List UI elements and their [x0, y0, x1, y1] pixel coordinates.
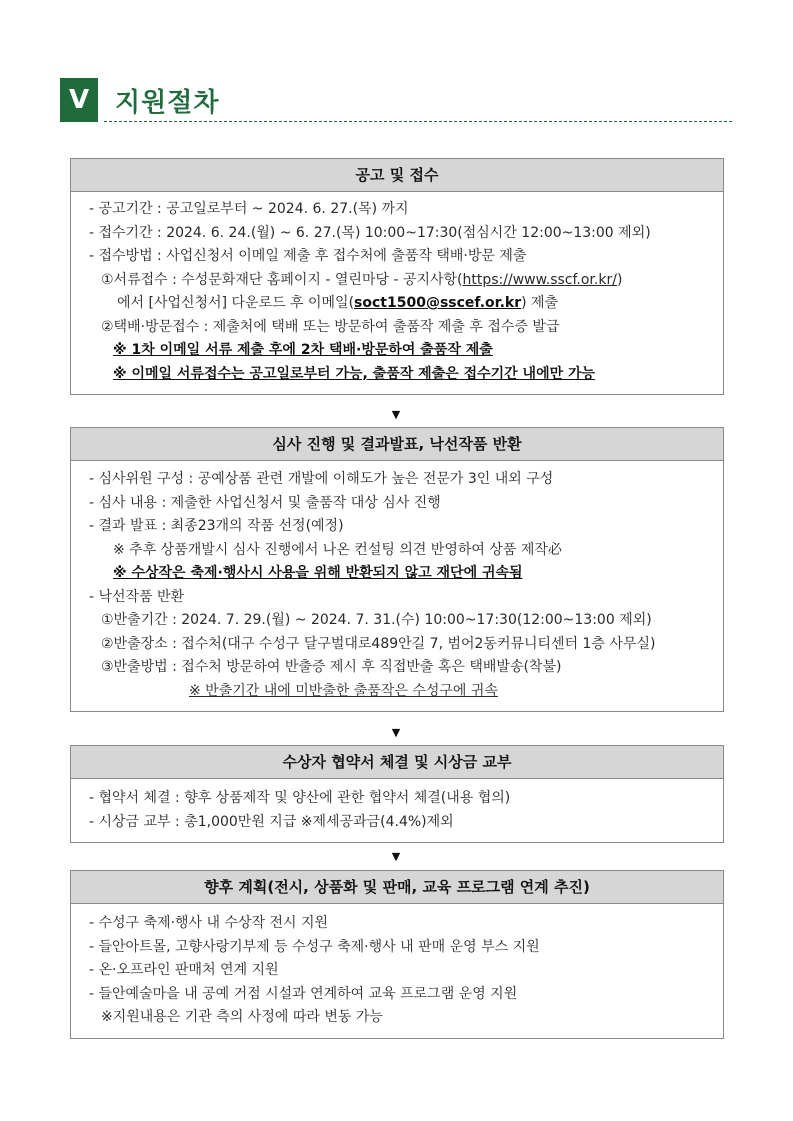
section-divider	[104, 121, 732, 122]
prize-payment: - 시상금 교부 : 총1,000만원 지급 ※제세공과금(4.4%)제외	[89, 813, 454, 830]
jury-composition: - 심사위원 구성 : 공예상품 관련 개발에 이해도가 높은 전문가 3인 내외 구성	[89, 471, 554, 487]
stage-announcement-receipt	[70, 158, 724, 395]
stage-title: 심사 진행 및 결과발표, 낙선작품 반환	[71, 428, 723, 461]
stage-body	[71, 192, 723, 394]
document-receipt	[89, 269, 705, 293]
agreement-signing: - 협약서 체결 : 향후 상품제작 및 양산에 관한 협약서 체결(내용 협의)	[89, 790, 511, 806]
section-number-badge: V	[60, 78, 98, 122]
return-note-text: ※ 반출기간 내에 미반출한 출품작은 수성구에 귀속	[189, 682, 498, 699]
return-method: ③반출방법 : 접수처 방문하여 반출증 제시 후 직접반출 혹은 택배발송(착불)	[101, 659, 562, 675]
plan-sales-booth: - 들안아트몰, 고향사랑기부제 등 수성구 축제·행사 내 판매 운영 부스 지원	[89, 938, 540, 955]
download-text: 에서 [사업신청서] 다운로드 후 이메일(	[117, 295, 355, 311]
announcement-period: - 공고기간 : 공고일로부터 ~ 2024. 6. 27.(목) 까지	[89, 201, 409, 217]
email-link[interactable]: soct1500@sscef.or.kr	[354, 295, 522, 311]
award-ownership-note	[89, 562, 705, 586]
plan-education: - 들안예술마을 내 공예 거점 시설과 연계하여 교육 프로그램 운영 지원	[89, 985, 518, 1002]
down-arrow-icon: ▼	[391, 850, 401, 863]
homepage-link[interactable]: https://www.sscf.or.kr/	[462, 271, 617, 288]
rejected-return-heading: - 낙선작품 반환	[89, 588, 185, 605]
stage-future-plans	[70, 870, 724, 1039]
delivery-receipt: ②택배·방문접수 : 제출처에 택배 또는 방문하여 출품작 제출 후 접수증 발급	[101, 318, 560, 335]
stage-agreement-prize	[70, 745, 724, 843]
note-submission-order-text: ※ 1차 이메일 서류 제출 후에 2차 택배·방문하여 출품작 제출	[113, 342, 493, 358]
receipt-period: - 접수기간 : 2024. 6. 24.(월) ~ 6. 27.(목) 10:00~17:30(점심시간 12:00~13:00 제외)	[89, 224, 651, 241]
plan-exhibition: - 수성구 축제·행사 내 수상작 전시 지원	[89, 915, 329, 931]
stage-title: 공고 및 접수	[71, 159, 723, 192]
plan-online-offline: - 온·오프라인 판매처 연계 지원	[89, 962, 279, 978]
down-arrow-icon: ▼	[391, 726, 401, 739]
down-arrow-icon: ▼	[391, 408, 401, 421]
note-email-availability-text: ※ 이메일 서류접수는 공고일로부터 가능, 출품작 제출은 접수기간 내에만 가능	[113, 365, 596, 382]
note-email-availability	[89, 363, 705, 387]
note-submission-order	[89, 339, 705, 363]
download-suffix: ) 제출	[521, 295, 559, 311]
stage-review-results	[70, 427, 724, 712]
stage-body	[71, 904, 723, 1038]
stage-body	[71, 461, 723, 711]
result-announcement: - 결과 발표 : 최종23개의 작품 선정(예정)	[89, 518, 344, 534]
document-receipt-text: ①서류접수 : 수성문화재단 홈페이지 - 열린마당 - 공지사항(	[101, 271, 463, 288]
consulting-note: ※ 추후 상품개발시 심사 진행에서 나온 컨설팅 의견 반영하여 상품 제작必	[113, 541, 562, 558]
section-header	[60, 78, 732, 122]
section-title: 지원절차	[115, 88, 220, 118]
stage-title: 수상자 협약서 체결 및 시상금 교부	[71, 746, 723, 779]
plan-change-note: ※지원내용은 기관 측의 사정에 따라 변동 가능	[101, 1009, 383, 1025]
stage-body	[71, 779, 723, 842]
return-period: ①반출기간 : 2024. 7. 29.(월) ~ 2024. 7. 31.(수) 10:00~17:30(12:00~13:00 제외)	[101, 612, 652, 628]
receipt-method: - 접수방법 : 사업신청서 이메일 제출 후 접수처에 출품작 택배·방문 제출	[89, 248, 527, 264]
return-note	[89, 680, 705, 704]
download-instruction	[89, 292, 705, 316]
review-content: - 심사 내용 : 제출한 사업신청서 및 출품작 대상 심사 진행	[89, 494, 441, 511]
document-receipt-suffix: )	[616, 271, 623, 288]
return-place: ②반출장소 : 접수처(대구 수성구 달구벌대로489안길 7, 범어2동커뮤니티센터 1층 사무실)	[101, 635, 656, 652]
stage-title: 향후 계획(전시, 상품화 및 판매, 교육 프로그램 연계 추진)	[71, 871, 723, 904]
award-ownership-note-text: ※ 수상작은 축제·행사시 사용을 위해 반환되지 않고 재단에 귀속됨	[113, 565, 523, 581]
